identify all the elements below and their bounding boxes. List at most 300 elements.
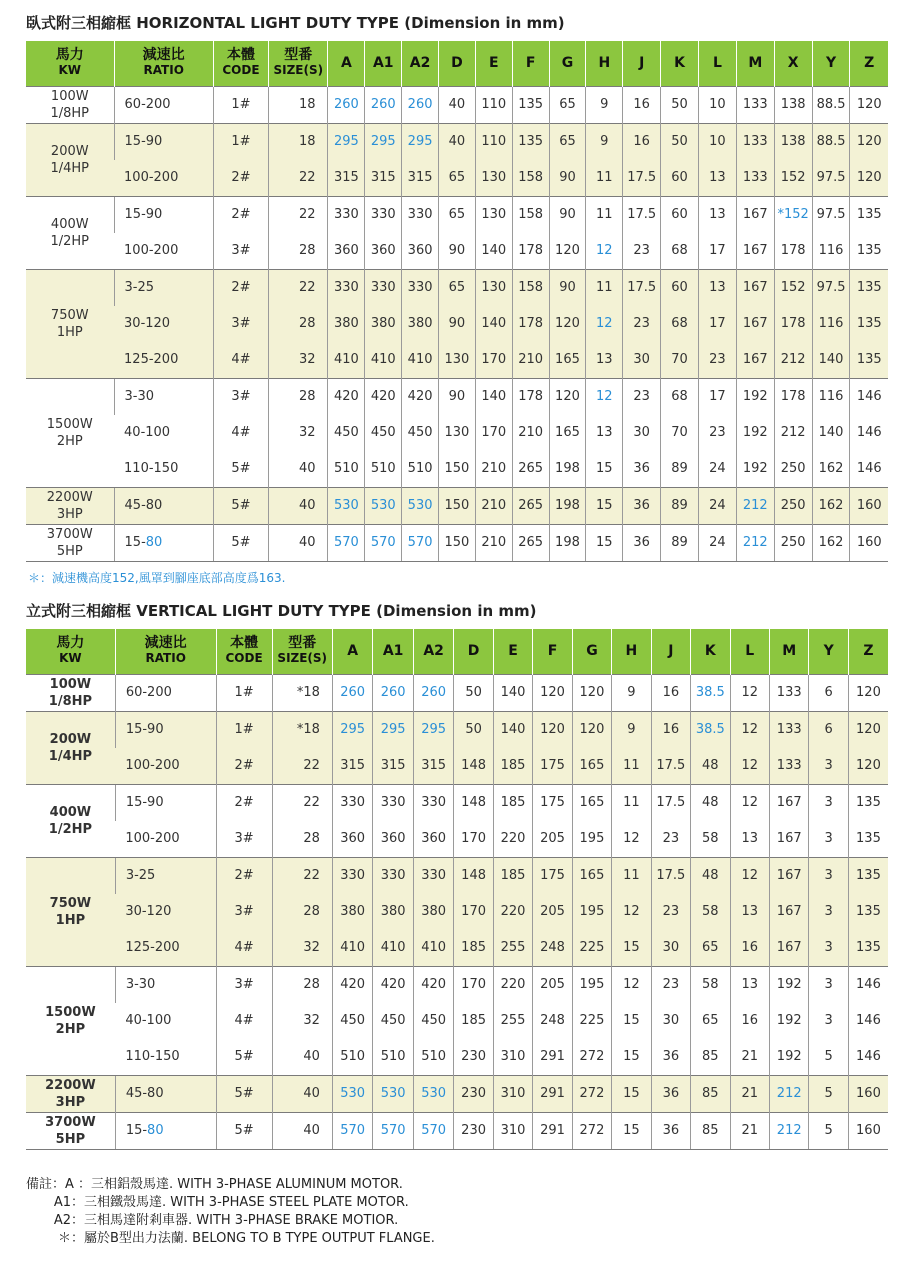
table-cell: 530 <box>328 487 365 524</box>
table-cell: 330 <box>365 196 402 233</box>
table-cell: 250 <box>774 524 812 561</box>
power-kw: 400W <box>50 216 89 232</box>
table-cell: 133 <box>736 123 774 160</box>
remark-row <box>26 1194 435 1212</box>
table-cell: 146 <box>848 1003 888 1039</box>
table-row <box>26 857 888 894</box>
table-cell: 11 <box>586 196 623 233</box>
table-cell: 140 <box>475 306 512 342</box>
table-cell: 510 <box>373 1039 414 1076</box>
table-cell: 30 <box>651 1003 690 1039</box>
table-cell: 510 <box>402 451 439 488</box>
table-cell: 195 <box>572 894 611 930</box>
table-cell: 97.5 <box>812 196 850 233</box>
table-cell: 15 <box>586 451 623 488</box>
column-header-label: A1 <box>382 642 404 659</box>
table-cell: 250 <box>774 451 812 488</box>
table-cell: 160 <box>850 524 888 561</box>
table-row <box>26 1112 888 1149</box>
power-hp: 1/8HP <box>48 693 93 709</box>
table-cell: 185 <box>493 784 532 821</box>
column-header-label: L <box>712 54 722 71</box>
power-cell <box>26 674 115 711</box>
column-header-label: 本體 <box>230 635 259 652</box>
table-cell: 85 <box>691 1075 730 1112</box>
table-cell: 152 <box>774 160 812 197</box>
column-header <box>454 629 493 674</box>
table-cell: 130 <box>475 160 512 197</box>
table-cell: 32 <box>269 415 328 451</box>
table-row <box>26 711 888 748</box>
table-cell: 360 <box>328 233 365 270</box>
column-header <box>413 629 454 674</box>
table-cell: 450 <box>373 1003 414 1039</box>
table-cell: 146 <box>850 378 888 415</box>
table-cell: 120 <box>850 123 888 160</box>
table-cell: 160 <box>850 487 888 524</box>
remark-row <box>26 1212 435 1230</box>
table-cell: 17.5 <box>651 784 690 821</box>
table-cell: 570 <box>328 524 365 561</box>
table-cell: 97.5 <box>812 269 850 306</box>
column-header-label: 型番 <box>284 47 313 64</box>
table-cell: 36 <box>651 1075 690 1112</box>
column-header-sublabel: KW <box>58 63 82 78</box>
column-header <box>736 41 774 86</box>
table-cell: 16 <box>623 86 661 123</box>
table-cell: 30 <box>623 342 661 379</box>
ratio-prefix: 15- <box>125 1123 148 1138</box>
table-cell: 3# <box>216 966 272 1003</box>
column-header <box>698 41 736 86</box>
table-cell: 13 <box>586 415 623 451</box>
table-cell: 17.5 <box>623 160 661 197</box>
table-cell: 58 <box>691 894 730 930</box>
table-cell: 230 <box>454 1112 493 1149</box>
table-cell: 570 <box>365 524 402 561</box>
table-cell: 110 <box>475 123 512 160</box>
column-header <box>26 629 115 674</box>
table-cell: 315 <box>373 748 414 785</box>
table-cell: 32 <box>269 342 328 379</box>
table-cell: 16 <box>623 123 661 160</box>
table-cell: 150 <box>439 487 476 524</box>
table-row <box>26 415 888 451</box>
table-cell: 212 <box>774 342 812 379</box>
table-cell: 40 <box>269 524 328 561</box>
table-cell: 167 <box>769 784 808 821</box>
table-cell: 65 <box>691 930 730 967</box>
column-header-label: K <box>674 54 685 71</box>
table-cell: 248 <box>533 930 572 967</box>
table-cell: 212 <box>736 524 774 561</box>
table-cell: 212 <box>774 415 812 451</box>
table-cell: 120 <box>533 674 572 711</box>
power-cell <box>26 966 115 1075</box>
column-header <box>651 629 690 674</box>
table-cell: 28 <box>269 233 328 270</box>
table-cell: 225 <box>572 1003 611 1039</box>
table-cell: 15-90 <box>115 784 216 821</box>
table-cell: 23 <box>623 306 661 342</box>
column-header <box>769 629 808 674</box>
table-cell: 68 <box>661 306 699 342</box>
table-cell: 165 <box>549 415 586 451</box>
remark-text: 屬於B型出力法蘭. BELONG TO B TYPE OUTPUT FLANGE. <box>84 1231 435 1246</box>
table-cell: 50 <box>454 674 493 711</box>
table-cell: 24 <box>698 451 736 488</box>
table-cell: 135 <box>850 269 888 306</box>
table-cell: 15 <box>586 487 623 524</box>
power-cell <box>26 196 114 269</box>
table-cell: 380 <box>373 894 414 930</box>
table-cell: 40 <box>272 1112 332 1149</box>
table-cell: 23 <box>698 415 736 451</box>
table-cell: 65 <box>439 269 476 306</box>
table-cell: 60 <box>661 160 699 197</box>
table-cell: 167 <box>736 196 774 233</box>
table-cell: 140 <box>475 378 512 415</box>
column-header-sublabel: SIZE(S) <box>273 63 324 78</box>
table-cell: 260 <box>413 674 454 711</box>
table-cell: 420 <box>365 378 402 415</box>
table-cell: 13 <box>730 894 769 930</box>
power-kw: 2200W <box>45 1077 96 1093</box>
column-header <box>332 629 373 674</box>
table-cell: 148 <box>454 784 493 821</box>
table-cell: 410 <box>328 342 365 379</box>
table-cell: 178 <box>774 233 812 270</box>
table-cell: 510 <box>365 451 402 488</box>
table-cell: 167 <box>769 857 808 894</box>
table-cell: 198 <box>549 487 586 524</box>
table-cell: 295 <box>365 123 402 160</box>
horizontal-header-row <box>26 41 888 86</box>
column-header-label: E <box>488 54 499 71</box>
table-cell: 110-150 <box>125 1049 180 1064</box>
table-cell: 65 <box>439 196 476 233</box>
table-cell: 530 <box>332 1075 373 1112</box>
table-cell: 100-200 <box>124 243 179 258</box>
table-cell: 178 <box>512 233 549 270</box>
table-cell: 89 <box>661 451 699 488</box>
ratio-prefix: 15- <box>124 535 146 550</box>
table-cell: 17 <box>698 306 736 342</box>
table-cell: 100-200 <box>115 748 216 785</box>
column-header-label: X <box>787 54 799 71</box>
table-cell: 167 <box>736 269 774 306</box>
table-cell: 330 <box>413 857 454 894</box>
column-header <box>328 41 365 86</box>
table-cell: 110 <box>475 86 512 123</box>
table-cell: 16 <box>730 1003 769 1039</box>
ratio-highlight: 80 <box>145 535 163 550</box>
table-cell: 5# <box>216 1075 272 1112</box>
table-cell: 510 <box>328 451 365 488</box>
table-cell: 68 <box>661 378 699 415</box>
table-row <box>26 86 888 123</box>
power-cell <box>26 378 114 487</box>
table-cell: 65 <box>549 123 586 160</box>
table-cell: 90 <box>549 196 586 233</box>
power-kw: 100W <box>50 88 89 104</box>
power-hp: 5HP <box>55 1131 86 1147</box>
table-cell: 160 <box>848 1112 888 1149</box>
table-cell: 140 <box>812 415 850 451</box>
column-header <box>572 629 611 674</box>
table-cell: 22 <box>272 784 332 821</box>
table-cell: 36 <box>651 1112 690 1149</box>
table-cell: 133 <box>736 160 774 197</box>
table-cell: 10 <box>698 123 736 160</box>
table-cell: 2# <box>213 196 268 233</box>
column-header-label: F <box>547 642 558 659</box>
table-cell: 16 <box>730 930 769 967</box>
table-cell: 170 <box>475 342 512 379</box>
table-cell: 3-30 <box>114 378 213 415</box>
table-cell: 3 <box>809 821 848 858</box>
column-header-label: M <box>782 642 797 659</box>
column-header-label: H <box>625 642 638 659</box>
table-cell: 50 <box>454 711 493 748</box>
column-header <box>402 41 439 86</box>
table-cell: 15 <box>612 1003 651 1039</box>
table-cell: 3# <box>213 306 268 342</box>
table-cell: 50 <box>661 86 699 123</box>
table-cell: 133 <box>736 86 774 123</box>
table-cell: 13 <box>698 160 736 197</box>
table-cell: 330 <box>373 857 414 894</box>
table-cell: 60 <box>661 269 699 306</box>
table-cell: 5 <box>809 1075 848 1112</box>
table-cell: 12 <box>612 821 651 858</box>
table-cell: 30-120 <box>114 306 213 342</box>
table-cell: 48 <box>691 857 730 894</box>
table-cell: 65 <box>549 86 586 123</box>
table-cell: 2# <box>216 748 272 785</box>
table-cell: 195 <box>572 966 611 1003</box>
table-cell: 10 <box>698 86 736 123</box>
power-hp: 1/2HP <box>50 233 90 249</box>
table-cell: 13 <box>698 196 736 233</box>
table-cell: 22 <box>272 748 332 785</box>
table-cell: 60-200 <box>115 674 216 711</box>
table-cell: 15-90 <box>114 123 213 160</box>
table-cell: 9 <box>586 86 623 123</box>
table-cell: 17.5 <box>651 748 690 785</box>
table-cell: 291 <box>533 1075 572 1112</box>
table-cell: 15-90 <box>115 711 216 748</box>
table-row <box>26 966 888 1003</box>
table-cell: 291 <box>533 1039 572 1076</box>
table-cell: 225 <box>572 930 611 967</box>
column-header <box>115 629 216 674</box>
table-cell: 17.5 <box>623 269 661 306</box>
table-cell: 185 <box>454 1003 493 1039</box>
remark-label: A ： <box>65 1177 92 1192</box>
power-cell <box>26 123 114 196</box>
table-cell: 60 <box>661 196 699 233</box>
table-cell: 330 <box>402 196 439 233</box>
table-cell: 90 <box>549 269 586 306</box>
table-cell: 198 <box>549 451 586 488</box>
table-cell: 380 <box>328 306 365 342</box>
remarks <box>26 1176 435 1248</box>
table-cell: 330 <box>332 857 373 894</box>
column-header-label: J <box>639 54 645 71</box>
table-cell: 165 <box>572 748 611 785</box>
table-cell: 70 <box>661 342 699 379</box>
remark-text: 三相鐵殼馬達. WITH 3-PHASE STEEL PLATE MOTOR. <box>84 1195 409 1210</box>
table-cell: 450 <box>413 1003 454 1039</box>
table-cell: 90 <box>439 233 476 270</box>
table-cell: 380 <box>413 894 454 930</box>
horizontal-spec-table <box>26 41 888 562</box>
column-header <box>365 41 402 86</box>
column-header <box>809 629 848 674</box>
remark-row <box>26 1176 435 1194</box>
table-cell: 175 <box>533 748 572 785</box>
power-hp: 1/8HP <box>50 105 90 121</box>
column-header-label: Y <box>825 54 837 71</box>
column-header <box>691 629 730 674</box>
table-cell: 330 <box>373 784 414 821</box>
table-cell: 1# <box>216 674 272 711</box>
table-cell: 140 <box>493 711 532 748</box>
table-cell: 178 <box>512 378 549 415</box>
table-cell: 11 <box>586 160 623 197</box>
table-cell: 570 <box>373 1112 414 1149</box>
table-cell: 230 <box>454 1039 493 1076</box>
table-cell: 192 <box>736 378 774 415</box>
table-cell: 36 <box>623 524 661 561</box>
table-cell: 260 <box>332 674 373 711</box>
power-hp: 1/4HP <box>48 748 93 764</box>
table-cell: 140 <box>493 674 532 711</box>
table-cell: 178 <box>774 306 812 342</box>
vertical-title: 立式附三相縮框 VERTICAL LIGHT DUTY TYPE (Dimension in mm) <box>26 602 537 620</box>
table-cell: 420 <box>413 966 454 1003</box>
table-cell: 160 <box>848 1075 888 1112</box>
power-cell <box>26 784 115 857</box>
table-cell: 148 <box>454 857 493 894</box>
table-cell: 210 <box>512 342 549 379</box>
table-row <box>26 930 888 967</box>
table-cell: 16 <box>651 711 690 748</box>
column-header-label: D <box>451 54 463 71</box>
table-cell: 36 <box>623 451 661 488</box>
table-cell: 90 <box>549 160 586 197</box>
column-header <box>216 629 272 674</box>
table-cell: 148 <box>454 748 493 785</box>
table-cell: 9 <box>586 123 623 160</box>
table-cell: 18 <box>269 86 328 123</box>
table-cell: 120 <box>848 674 888 711</box>
table-row <box>26 894 888 930</box>
table-cell: 116 <box>812 378 850 415</box>
table-cell: 48 <box>691 748 730 785</box>
table-cell: 24 <box>698 524 736 561</box>
table-row <box>26 306 888 342</box>
table-cell: 23 <box>623 233 661 270</box>
table-cell: 50 <box>661 123 699 160</box>
table-cell: 205 <box>533 966 572 1003</box>
table-cell: 11 <box>612 748 651 785</box>
table-cell: 192 <box>769 1039 808 1076</box>
table-cell: 32 <box>272 1003 332 1039</box>
table-cell: 3# <box>216 821 272 858</box>
table-cell: 205 <box>533 821 572 858</box>
table-cell: 360 <box>365 233 402 270</box>
table-cell: 210 <box>475 487 512 524</box>
column-header-label: 本體 <box>226 47 255 64</box>
table-cell: 89 <box>661 487 699 524</box>
table-row <box>26 524 888 561</box>
table-cell: 260 <box>373 674 414 711</box>
column-header-label: G <box>561 54 574 71</box>
column-header-label: A2 <box>409 54 431 71</box>
column-header <box>730 629 769 674</box>
table-cell: 310 <box>493 1075 532 1112</box>
table-cell: 162 <box>812 524 850 561</box>
column-header-label: K <box>704 642 716 659</box>
table-cell: 6 <box>809 674 848 711</box>
column-header-label: 減速比 <box>144 635 187 652</box>
table-cell: 60-200 <box>114 86 213 123</box>
table-cell: 5# <box>216 1039 272 1076</box>
table-cell: 130 <box>439 342 476 379</box>
table-cell: 89 <box>661 524 699 561</box>
table-cell: 272 <box>572 1039 611 1076</box>
table-cell: 23 <box>651 821 690 858</box>
table-cell: 315 <box>365 160 402 197</box>
table-cell: 135 <box>850 196 888 233</box>
table-cell: 175 <box>533 857 572 894</box>
table-cell: 152 <box>774 269 812 306</box>
table-cell: 210 <box>512 415 549 451</box>
table-cell: 3 <box>809 894 848 930</box>
remark-label: A2： <box>53 1213 84 1228</box>
power-hp: 1HP <box>56 324 83 340</box>
table-cell: 100-200 <box>114 160 213 197</box>
table-cell: 40 <box>272 1075 332 1112</box>
table-cell: 510 <box>413 1039 454 1076</box>
table-cell: 260 <box>328 86 365 123</box>
table-cell: 100-200 <box>125 831 180 846</box>
power-hp: 2HP <box>55 1021 86 1037</box>
table-cell: 295 <box>332 711 373 748</box>
table-cell: 21 <box>730 1075 769 1112</box>
table-cell: 3-25 <box>114 269 213 306</box>
table-cell: 48 <box>691 784 730 821</box>
table-cell: 315 <box>328 160 365 197</box>
power-cell <box>26 1075 115 1112</box>
column-header-label: 減速比 <box>142 47 185 64</box>
remarks-heading: 備註： <box>26 1177 66 1192</box>
table-cell: 170 <box>475 415 512 451</box>
table-cell: 272 <box>572 1112 611 1149</box>
table-cell: 570 <box>332 1112 373 1149</box>
table-cell: 11 <box>612 784 651 821</box>
table-cell: 450 <box>328 415 365 451</box>
table-cell: 65 <box>439 160 476 197</box>
table-cell: 360 <box>413 821 454 858</box>
table-cell: 185 <box>454 930 493 967</box>
table-cell: 255 <box>493 930 532 967</box>
table-cell: 192 <box>769 966 808 1003</box>
table-cell: 265 <box>512 451 549 488</box>
table-cell: 120 <box>850 160 888 197</box>
